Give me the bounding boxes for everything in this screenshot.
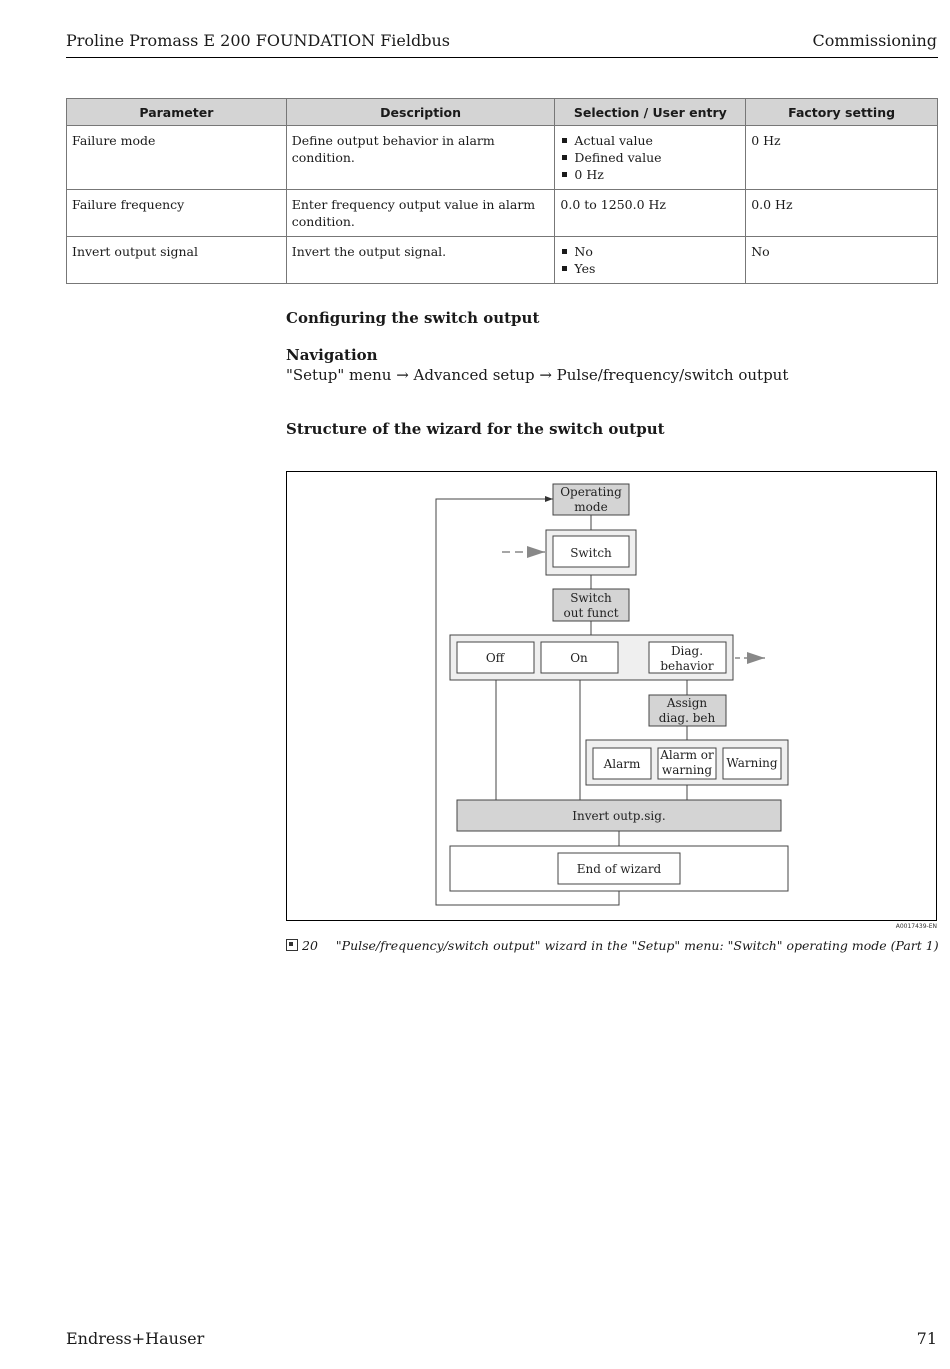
table-row — [67, 190, 938, 237]
cell-factory: 0.0 Hz — [746, 190, 938, 237]
cell-parameter: Failure frequency — [67, 190, 287, 237]
page-number: 71 — [916, 1329, 937, 1348]
end-label: End of wizard — [576, 862, 662, 876]
header-factory: Factory setting — [746, 99, 938, 126]
figure-caption — [286, 938, 939, 953]
on-label: On — [570, 651, 588, 665]
figure-id: A0017439-EN — [895, 923, 937, 930]
switch-out-funct-label-2: out funct — [563, 606, 619, 620]
list-item: Defined value — [560, 149, 740, 166]
cell-factory: No — [746, 237, 938, 284]
assign-diag-label-2: diag. beh — [658, 711, 716, 725]
header-rule — [66, 57, 938, 58]
list-item: Yes — [560, 260, 740, 277]
list-item: 0 Hz — [560, 166, 740, 183]
warning-label: Warning — [726, 756, 778, 770]
diag-choice-group — [586, 740, 788, 785]
table-row — [67, 237, 938, 284]
cell-description: Define output behavior in alarm condition. — [286, 126, 555, 190]
header-parameter: Parameter — [67, 99, 287, 126]
operating-mode-label-1: Operating — [560, 485, 622, 499]
list-item: No — [560, 243, 740, 260]
assign-diag-label-1: Assign — [666, 696, 708, 710]
footer-brand: Endress+Hauser — [66, 1329, 205, 1348]
alarm-or-warning-label-2: warning — [661, 763, 713, 777]
navigation-path: "Setup" menu → Advanced setup → Pulse/frequency/switch output — [286, 366, 789, 384]
off-label: Off — [485, 651, 505, 665]
switch-function-group — [450, 635, 733, 680]
cell-description: Enter frequency output value in alarm condition. — [286, 190, 555, 237]
switch-out-funct-node — [553, 589, 629, 621]
operating-mode-label-2: mode — [574, 500, 608, 514]
selection-list — [560, 132, 740, 183]
cell-description: Invert the output signal. — [286, 237, 555, 284]
wizard-diagram — [287, 472, 936, 920]
figure-frame — [286, 471, 937, 921]
header-section: Commissioning — [812, 31, 937, 50]
table-row — [67, 126, 938, 190]
header-selection: Selection / User entry — [555, 99, 746, 126]
alarm-label: Alarm — [603, 757, 641, 771]
figure-icon — [286, 939, 298, 951]
assign-diag-node — [649, 695, 726, 726]
switch-group — [546, 530, 636, 575]
header-description: Description — [286, 99, 555, 126]
switch-out-funct-label-1: Switch — [570, 591, 612, 605]
cell-parameter: Failure mode — [67, 126, 287, 190]
invert-label: Invert outp.sig. — [572, 809, 666, 823]
invert-node — [457, 800, 781, 831]
cell-parameter: Invert output signal — [67, 237, 287, 284]
cell-selection — [555, 237, 746, 284]
parameter-table — [66, 98, 938, 284]
cell-factory: 0 Hz — [746, 126, 938, 190]
switch-label: Switch — [570, 546, 612, 560]
header-title: Proline Promass E 200 FOUNDATION Fieldbus — [66, 31, 451, 50]
navigation-label: Navigation — [286, 346, 378, 364]
diag-behavior-label-2: behavior — [660, 659, 714, 673]
table-header-row — [67, 99, 938, 126]
operating-mode-node — [553, 484, 629, 515]
figure-number: 20 — [302, 938, 318, 953]
end-group — [450, 846, 788, 891]
diag-behavior-label-1: Diag. — [670, 644, 704, 658]
section-title: Configuring the switch output — [286, 309, 540, 327]
cell-selection — [555, 126, 746, 190]
selection-list — [560, 243, 740, 277]
list-item: Actual value — [560, 132, 740, 149]
alarm-or-warning-label-1: Alarm or — [660, 748, 714, 762]
figure-caption-text: "Pulse/frequency/switch output" wizard in the "Setup" menu: "Switch" operating mode (Part 1) — [335, 938, 939, 953]
structure-title: Structure of the wizard for the switch output — [286, 420, 665, 438]
cell-selection: 0.0 to 1250.0 Hz — [555, 190, 746, 237]
